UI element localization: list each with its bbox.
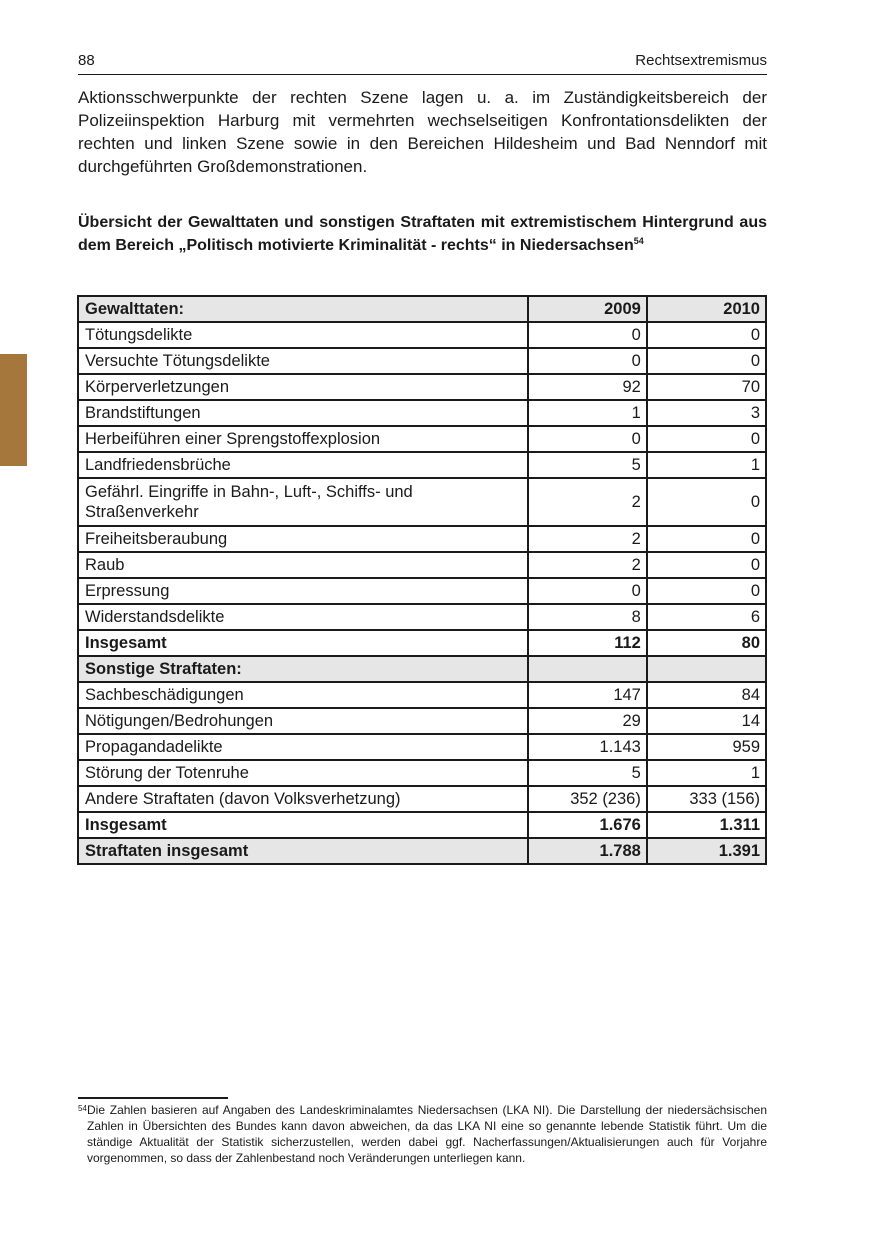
table-row (78, 682, 766, 708)
value-2009: 1 (528, 400, 647, 426)
value-2010: 84 (647, 682, 766, 708)
row-label: Landfriedensbrüche (78, 452, 528, 478)
value-2009: 0 (528, 578, 647, 604)
value-2009: 0 (528, 426, 647, 452)
footnote (78, 1102, 767, 1166)
table-row (78, 452, 766, 478)
row-label: Propagandadelikte (78, 734, 528, 760)
value-2010: 1.311 (647, 812, 766, 838)
value-2009: 29 (528, 708, 647, 734)
value-2010: 1.391 (647, 838, 766, 864)
table-row (78, 526, 766, 552)
row-label: Insgesamt (78, 630, 528, 656)
section-label: Sonstige Straftaten: (78, 656, 528, 682)
crime-statistics-table (77, 295, 767, 865)
value-2009: 352 (236) (528, 786, 647, 812)
row-label: Körperverletzungen (78, 374, 528, 400)
value-2009: 2 (528, 478, 647, 526)
other-total-row (78, 812, 766, 838)
row-label: Störung der Totenruhe (78, 760, 528, 786)
row-label: Herbeiführen einer Sprengstoffexplosion (78, 426, 528, 452)
table-row (78, 426, 766, 452)
value-2009: 8 (528, 604, 647, 630)
row-label: Erpressung (78, 578, 528, 604)
table-heading-text: Übersicht der Gewalttaten und sonstigen Straftaten mit extremistischem Hintergrund aus dem Bereich „Politisch motivierte Kriminalität - rechts“ in Niedersachsen (78, 214, 767, 254)
value-2010: 0 (647, 526, 766, 552)
header-rule (78, 74, 767, 75)
value-2010: 0 (647, 478, 766, 526)
table-row (78, 348, 766, 374)
row-label: Widerstandsdelikte (78, 604, 528, 630)
value-2009: 0 (528, 348, 647, 374)
table-row (78, 760, 766, 786)
value-2010: 3 (647, 400, 766, 426)
footnote-reference: 54 (633, 236, 644, 246)
footnote-text: Die Zahlen basieren auf Angaben des Landeskriminalamtes Niedersachsen (LKA NI). Die Darstellung der niedersächsischen Zahlen in Übersichten des Bundes kann davon abweichen, da das LKA NI eine so genannte lebende Statistik führt. Um die ständige Aktualität der Statistik sicherzustellen, werden dabei ggf. Nacherfassungen/Aktualisierungen auch für Vorjahre vorgenommen, so dass der Zahlenbestand noch Veränderungen unterliegen kann. (87, 1103, 767, 1165)
value-2010: 80 (647, 630, 766, 656)
value-2010: 0 (647, 322, 766, 348)
row-label: Andere Straftaten (davon Volksverhetzung) (78, 786, 528, 812)
value-2010: 0 (647, 578, 766, 604)
running-head: Rechtsextremismus (635, 52, 767, 69)
grand-total-row (78, 838, 766, 864)
header-year-2009: 2009 (528, 296, 647, 322)
value-2010: 14 (647, 708, 766, 734)
value-2009: 1.788 (528, 838, 647, 864)
table-row (78, 786, 766, 812)
value-2010: 0 (647, 348, 766, 374)
table-row (78, 578, 766, 604)
header-year-2010: 2010 (647, 296, 766, 322)
value-2010: 1 (647, 452, 766, 478)
table-row (78, 708, 766, 734)
violent-total-row (78, 630, 766, 656)
header-label: Gewalttaten: (78, 296, 528, 322)
footnote-rule (78, 1097, 228, 1099)
value-2010: 70 (647, 374, 766, 400)
value-2009: 1.143 (528, 734, 647, 760)
chapter-tab-marker (0, 354, 27, 466)
row-label: Gefährl. Eingriffe in Bahn-, Luft-, Schiffs- und Straßenverkehr (78, 478, 528, 526)
value-2010: 0 (647, 552, 766, 578)
value-2010: 1 (647, 760, 766, 786)
value-2009: 1.676 (528, 812, 647, 838)
table-row (78, 604, 766, 630)
table-row (78, 374, 766, 400)
row-label: Straftaten insgesamt (78, 838, 528, 864)
table-row (78, 552, 766, 578)
value-2010: 6 (647, 604, 766, 630)
value-2009: 0 (528, 322, 647, 348)
value-2009: 5 (528, 760, 647, 786)
value-2010: 0 (647, 426, 766, 452)
table-heading (78, 211, 767, 257)
table-row (78, 400, 766, 426)
row-label: Freiheitsberaubung (78, 526, 528, 552)
value-2010: 959 (647, 734, 766, 760)
value-2009: 2 (528, 552, 647, 578)
table-header-row (78, 296, 766, 322)
empty-cell (647, 656, 766, 682)
intro-paragraph: Aktionsschwerpunkte der rechten Szene lagen u. a. im Zuständigkeitsbereich der Polizeiinspektion Harburg mit vermehrten wechselseitigen Konfrontationsdelikten der rechten und linken Szene sowie in den Bereichen Hildesheim und Bad Nenndorf mit durchgeführten Großdemonstrationen. (78, 88, 767, 176)
table-row (78, 734, 766, 760)
value-2009: 5 (528, 452, 647, 478)
table-body (78, 296, 766, 864)
footnote-number: 54 (78, 1104, 87, 1113)
other-crimes-header-row (78, 656, 766, 682)
value-2009: 112 (528, 630, 647, 656)
empty-cell (528, 656, 647, 682)
row-label: Sachbeschädigungen (78, 682, 528, 708)
value-2009: 2 (528, 526, 647, 552)
row-label: Nötigungen/Bedrohungen (78, 708, 528, 734)
row-label: Insgesamt (78, 812, 528, 838)
page-number: 88 (78, 52, 95, 69)
value-2009: 147 (528, 682, 647, 708)
row-label: Brandstiftungen (78, 400, 528, 426)
row-label: Tötungsdelikte (78, 322, 528, 348)
table-row (78, 478, 766, 526)
value-2009: 92 (528, 374, 647, 400)
row-label: Raub (78, 552, 528, 578)
table-row (78, 322, 766, 348)
value-2010: 333 (156) (647, 786, 766, 812)
row-label: Versuchte Tötungsdelikte (78, 348, 528, 374)
